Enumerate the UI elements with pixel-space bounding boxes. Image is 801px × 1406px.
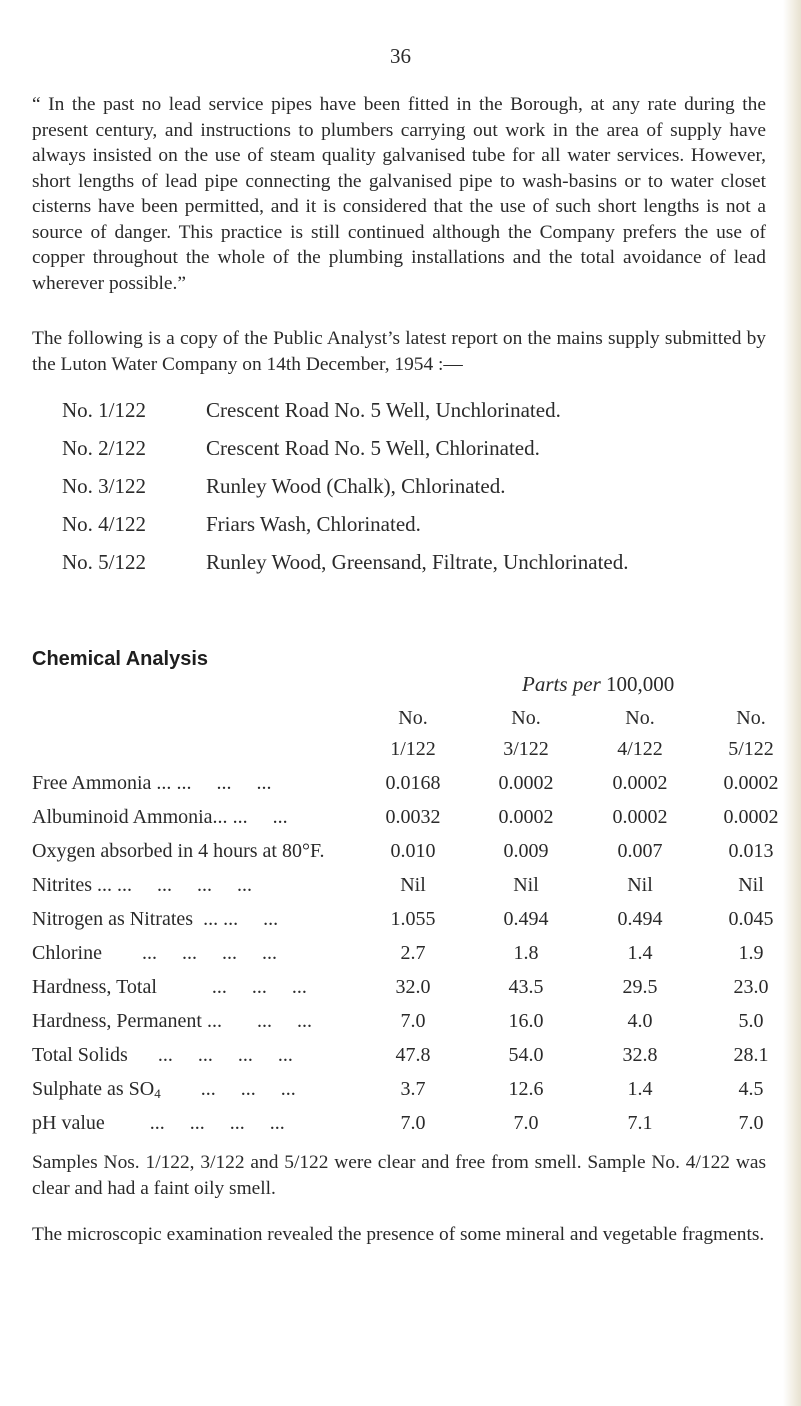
row-leader-dots: ... ... ... [200, 1078, 296, 1100]
table-cell: 4.0 [627, 1010, 653, 1032]
sample-number: No. 4/122 [62, 512, 146, 536]
row-label-text: Hardness, Permanent ... [32, 1010, 222, 1032]
table-cell: 1.4 [627, 1078, 653, 1100]
column-header [590, 703, 690, 765]
intro-paragraph: The following is a copy of the Public Analyst’s latest report on the mains supply submitted by the Luton Water Company on 14th December, 1954 :— [32, 328, 766, 375]
table-cell: 0.0168 [385, 772, 441, 794]
table-cell: 0.494 [617, 908, 663, 930]
table-cell: Nil [738, 874, 764, 896]
table-cell: 7.0 [738, 1112, 764, 1134]
row-leader-dots: ... ... [256, 1010, 312, 1032]
sample-number: No. 3/122 [62, 474, 146, 498]
table-row [0, 908, 801, 940]
table-cell: 28.1 [733, 1044, 769, 1066]
units-caption [522, 672, 674, 697]
units-italic: Parts per [522, 672, 601, 696]
column-no-label: No. [625, 707, 655, 729]
table-cell: 5.0 [738, 1010, 764, 1032]
row-leader-dots: ... ... ... [211, 976, 307, 998]
table-cell: 0.013 [728, 840, 774, 862]
table-cell: 0.010 [390, 840, 436, 862]
row-label-text: Free Ammonia ... [32, 772, 172, 794]
row-label [32, 1010, 312, 1033]
table-cell: 2.7 [400, 942, 426, 964]
table-cell: 0.0032 [385, 806, 441, 828]
table-cell: 7.0 [400, 1112, 426, 1134]
table-cell: 1.8 [513, 942, 539, 964]
table-cell: 0.0002 [723, 772, 779, 794]
row-label [32, 1112, 285, 1135]
table-cell: 1.4 [627, 942, 653, 964]
table-cell: Nil [627, 874, 653, 896]
row-label [32, 1044, 293, 1067]
column-sample-id: 1/122 [390, 738, 436, 760]
row-label-text: pH value [32, 1112, 105, 1134]
sample-number: No. 1/122 [62, 398, 146, 422]
column-sample-id: 3/122 [503, 738, 549, 760]
table-row [0, 840, 801, 872]
table-cell: 12.6 [508, 1078, 544, 1100]
units-value: 100,000 [606, 672, 675, 696]
row-label-text: Sulphate as SO [32, 1078, 155, 1100]
column-sample-id: 5/122 [728, 738, 774, 760]
sample-description: Crescent Road No. 5 Well, Chlorinated. [206, 436, 540, 460]
table-cell: 0.0002 [723, 806, 779, 828]
column-header [363, 703, 463, 765]
table-cell: 0.0002 [498, 772, 554, 794]
row-leader-dots: ... ... ... ... [157, 1044, 293, 1066]
row-leader-dots: ... ... [223, 908, 279, 930]
row-label [32, 942, 277, 965]
table-cell: 7.0 [400, 1010, 426, 1032]
row-label-text: Nitrites ... [32, 874, 112, 896]
table-cell: 47.8 [395, 1044, 431, 1066]
row-label [32, 874, 252, 897]
table-cell: Nil [513, 874, 539, 896]
row-label-text: Nitrogen as Nitrates ... [32, 908, 219, 930]
table-cell: 1.055 [390, 908, 436, 930]
row-label [32, 806, 288, 829]
microscopic-note-paragraph: The microscopic examination revealed the presence of some mineral and vegetable fragments. [32, 1224, 765, 1245]
page-number: 36 [390, 44, 411, 68]
table-cell: 0.009 [503, 840, 549, 862]
quote-paragraph: “ In the past no lead service pipes have been fitted in the Borough, at any rate during the present century, and instructions to plumbers carrying out work in the area of supply have always insisted on the use of steam quality galvanised tube for all water services. However, short lengths of lead pipe connecting the galvanised pipe to wash-basins or to water closet cisterns have been permitted, and it is considered that the use of such short lengths is not a source of danger. This practice is still continued although the Company prefers the use of copper throughout the whole of the plumbing installations and the total avoidance of lead wherever possible.” [32, 94, 766, 294]
sample-number: No. 2/122 [62, 436, 146, 460]
table-cell: 32.0 [395, 976, 431, 998]
table-row [0, 1010, 801, 1042]
table-cell: 29.5 [622, 976, 658, 998]
sample-description: Runley Wood, Greensand, Filtrate, Unchlorinated. [206, 550, 629, 574]
table-row [0, 806, 801, 838]
row-label-text: Oxygen absorbed in 4 hours at 80°F. [32, 840, 325, 862]
table-cell: 0.0002 [612, 806, 668, 828]
row-label [32, 772, 271, 795]
sample-description: Friars Wash, Chlorinated. [206, 512, 421, 536]
column-header [476, 703, 576, 765]
row-label [32, 976, 307, 999]
sample-description: Runley Wood (Chalk), Chlorinated. [206, 474, 506, 498]
column-no-label: No. [398, 707, 428, 729]
row-label [32, 1078, 296, 1102]
table-row [0, 874, 801, 906]
table-cell: 7.1 [627, 1112, 653, 1134]
table-cell: 0.0002 [498, 806, 554, 828]
table-cell: 0.494 [503, 908, 549, 930]
row-label [32, 908, 278, 931]
table-row [0, 976, 801, 1008]
table-cell: 1.9 [738, 942, 764, 964]
table-cell: 16.0 [508, 1010, 544, 1032]
table-cell: 0.045 [728, 908, 774, 930]
row-label-text: Albuminoid Ammonia... [32, 806, 228, 828]
chemical-analysis-heading: Chemical Analysis [32, 648, 209, 670]
table-row [0, 1112, 801, 1144]
table-cell: 54.0 [508, 1044, 544, 1066]
table-cell: 32.8 [622, 1044, 658, 1066]
table-row [0, 942, 801, 974]
row-leader-dots: ... ... ... ... [117, 874, 252, 896]
table-row [0, 772, 801, 804]
row-leader-dots: ... ... ... ... [149, 1112, 285, 1134]
row-label-subscript: 4 [154, 1086, 161, 1101]
column-sample-id: 4/122 [617, 738, 663, 760]
table-cell: 3.7 [400, 1078, 426, 1100]
column-no-label: No. [736, 707, 766, 729]
row-leader-dots: ... ... [232, 806, 288, 828]
row-label [32, 840, 324, 863]
table-row [0, 1078, 801, 1110]
sample-description: Crescent Road No. 5 Well, Unchlorinated. [206, 398, 561, 422]
row-label-text: Hardness, Total [32, 976, 157, 998]
row-label-text: Total Solids [32, 1044, 128, 1066]
table-row [0, 1044, 801, 1076]
column-header [701, 703, 801, 765]
sample-number: No. 5/122 [62, 550, 146, 574]
column-no-label: No. [511, 707, 541, 729]
table-cell: 4.5 [738, 1078, 764, 1100]
table-cell: 23.0 [733, 976, 769, 998]
table-cell: 7.0 [513, 1112, 539, 1134]
row-leader-dots: ... ... ... [176, 772, 272, 794]
table-cell: 43.5 [508, 976, 544, 998]
table-cell: 0.007 [617, 840, 663, 862]
table-cell: Nil [400, 874, 426, 896]
row-leader-dots: ... ... ... ... [142, 942, 277, 964]
table-cell: 0.0002 [612, 772, 668, 794]
row-label-text: Chlorine [32, 942, 102, 964]
smell-note-paragraph: Samples Nos. 1/122, 3/122 and 5/122 were clear and free from smell. Sample No. 4/122 was clear and had a faint oily smell. [32, 1152, 766, 1199]
